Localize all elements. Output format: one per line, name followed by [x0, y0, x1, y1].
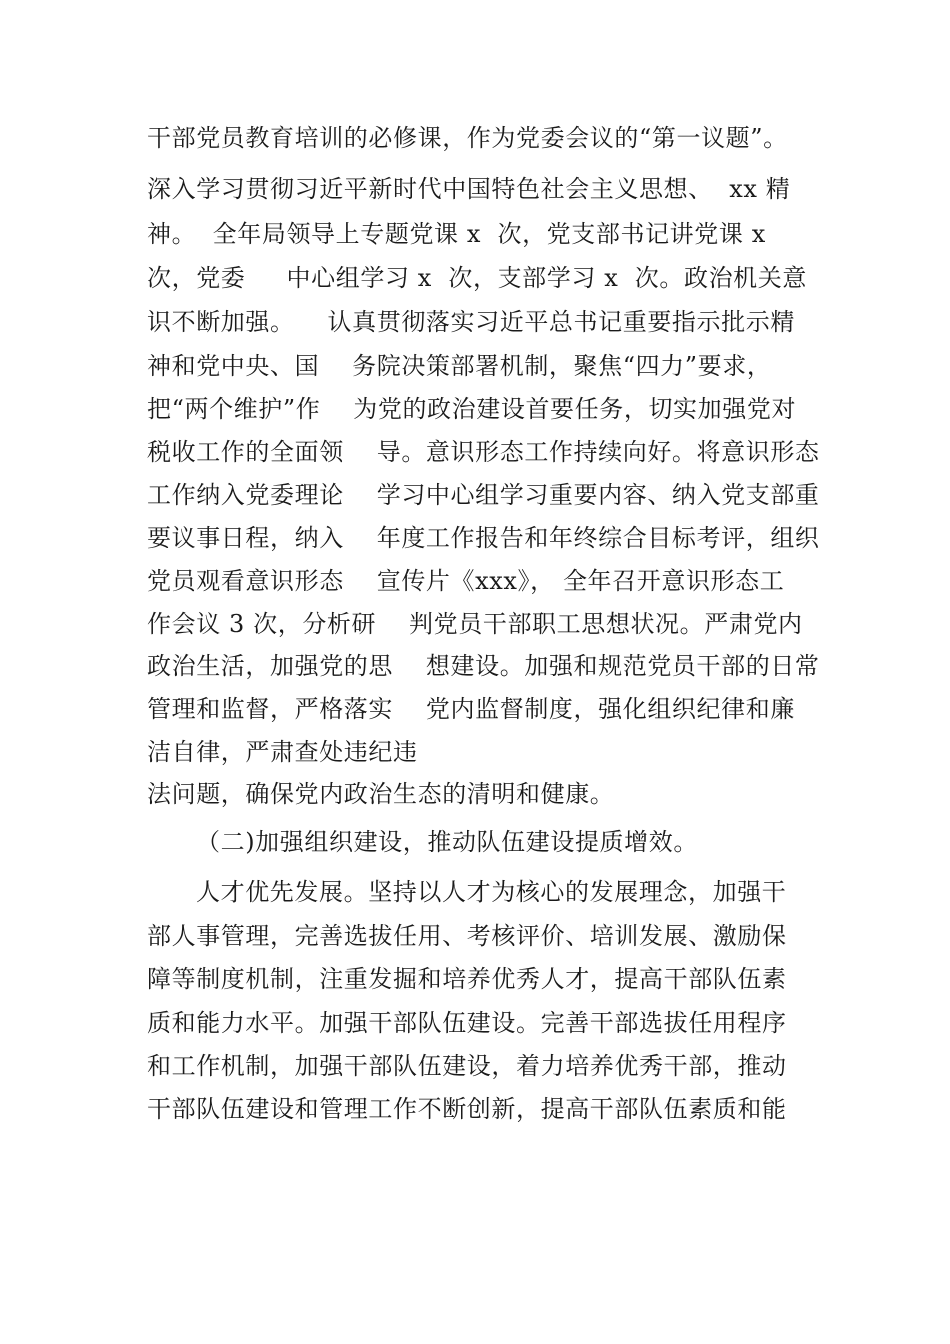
section-heading: （二)加强组织建设，推动队伍建设提质增效。	[196, 828, 698, 856]
text-line: 把“两个维护”作 为党的政治建设首要任务，切实加强党对	[147, 395, 797, 423]
text-line: 人才优先发展。坚持以人才为核心的发展理念，加强干	[196, 878, 787, 906]
text-line: 障等制度机制，注重发掘和培养优秀人才，提高干部队伍素	[147, 965, 787, 993]
text-line: 作会议 3 次，分析研 判党员干部职工思想状况。严肃党内	[147, 610, 803, 638]
text-line: 和工作机制，加强干部队伍建设，着力培养优秀干部，推动	[147, 1052, 787, 1080]
text-line: 洁自律，严肃查处违纪违	[147, 738, 418, 766]
text-line: 要议事日程，纳入 年度工作报告和年终综合目标考评，组织	[147, 524, 820, 552]
text-line: 深入学习贯彻习近平新时代中国特色社会主义思想、 xx 精	[147, 175, 791, 203]
text-line: 管理和监督，严格落实 党内监督制度，强化组织纪律和廉	[147, 695, 795, 723]
text-line: 政治生活，加强党的思 想建设。加强和规范党员干部的日常	[147, 652, 820, 680]
text-line: 部人事管理，完善选拔任用、考核评价、培训发展、激励保	[147, 922, 787, 950]
text-line: 识不断加强。 认真贯彻落实习近平总书记重要指示批示精	[147, 308, 795, 336]
text-line: 法问题，确保党内政治生态的清明和健康。	[147, 780, 615, 808]
text-line: 神。 全年局领导上专题党课 x 次，党支部书记讲党课 x	[147, 220, 766, 248]
text-line: 党员观看意识形态 宣传片《xxx》， 全年召开意识形态工	[147, 567, 785, 595]
text-line: 工作纳入党委理论 学习中心组学习重要内容、纳入党支部重	[147, 481, 820, 509]
text-line: 税收工作的全面领 导。意识形态工作持续向好。将意识形态	[147, 438, 820, 466]
text-line: 质和能力水平。加强干部队伍建设。完善干部选拔任用程序	[147, 1009, 787, 1037]
text-line: 神和党中央、国 务院决策部署机制，聚焦“四力”要求，	[147, 352, 772, 380]
text-line: 干部队伍建设和管理工作不断创新，提高干部队伍素质和能	[147, 1095, 787, 1123]
text-line: 次，党委 中心组学习 x 次，支部学习 x 次。政治机关意	[147, 264, 807, 292]
text-line: 干部党员教育培训的必修课，作为党委会议的“第一议题”。	[147, 124, 788, 152]
